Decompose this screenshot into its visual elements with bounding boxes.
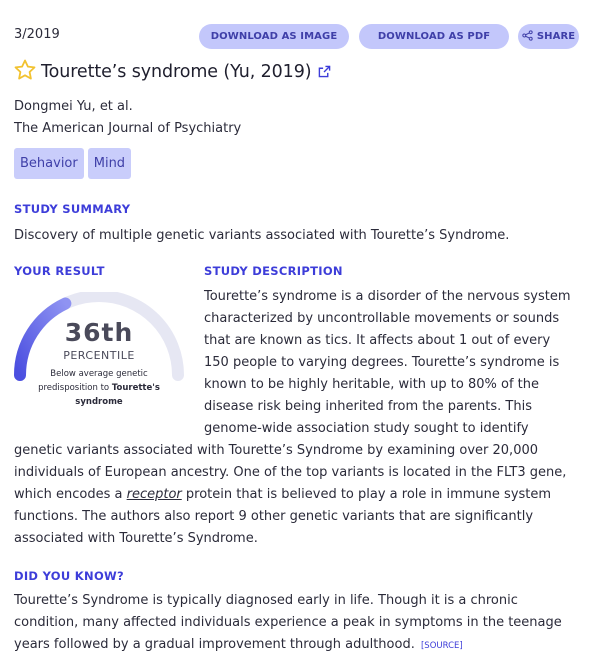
study-journal: The American Journal of Psychiatry xyxy=(14,121,242,136)
description-line: associated with Tourette’s Syndrome. xyxy=(14,531,258,546)
external-link-icon[interactable] xyxy=(311,63,331,82)
your-result-heading: YOUR RESULT xyxy=(14,264,105,278)
description-line: individuals of European ancestry. One of the top variants is located in the FLT3 gene, xyxy=(14,465,567,480)
percentile-label: PERCENTILE xyxy=(63,349,135,362)
tag-behavior[interactable]: Behavior xyxy=(14,148,84,179)
study-title: Tourette’s syndrome (Yu, 2019) xyxy=(41,62,312,82)
description-line xyxy=(14,484,566,506)
study-summary-text: Discovery of multiple genetic variants associated with Tourette’s Syndrome. xyxy=(14,228,510,243)
study-description-full xyxy=(14,440,566,550)
description-line: Tourette’s syndrome is a disorder of the nervous system xyxy=(204,289,571,304)
receptor-link[interactable]: receptor xyxy=(126,487,182,502)
download-image-button[interactable] xyxy=(199,24,349,49)
study-description-right xyxy=(204,286,571,440)
did-you-know-text-end: years followed by a gradual improvement through adulthood. xyxy=(14,637,415,652)
favorite-star-icon[interactable] xyxy=(13,58,41,86)
description-line: that are known as tics. It affects about 1 out of every xyxy=(204,333,551,348)
study-title-row xyxy=(13,59,331,85)
percentile-description-trait: Tourette's syndrome xyxy=(75,383,160,407)
percentile-description xyxy=(26,367,172,409)
description-line: characterized by uncontrollable movements or sounds xyxy=(204,311,560,326)
share-icon xyxy=(522,30,533,44)
study-authors: Dongmei Yu, et al. xyxy=(14,99,133,114)
download-image-label: DOWNLOAD AS IMAGE xyxy=(210,31,338,42)
download-pdf-button[interactable] xyxy=(359,24,509,49)
tag-mind[interactable]: Mind xyxy=(88,148,131,179)
description-text: protein that is believed to play a role in immune system xyxy=(181,487,552,502)
study-summary-heading: STUDY SUMMARY xyxy=(14,202,131,216)
description-line: genetic variants associated with Tourette’s Syndrome by examining over 20,000 xyxy=(14,443,539,458)
study-description-heading: STUDY DESCRIPTION xyxy=(204,264,343,278)
did-you-know-heading: DID YOU KNOW? xyxy=(14,569,124,583)
percentile-description-text: Below average genetic predisposition to xyxy=(38,369,148,393)
description-text: which encodes a xyxy=(14,487,127,502)
share-label: SHARE xyxy=(536,31,576,42)
description-line: functions. The authors also report 9 other genetic variants that are significantly xyxy=(14,509,534,524)
description-line: genome-wide association study sought to identify xyxy=(204,421,529,436)
study-date: 3/2019 xyxy=(14,27,60,42)
percentile-gauge xyxy=(14,292,184,412)
description-line: known to be highly heritable, with up to 80% of the xyxy=(204,377,539,392)
tag-list xyxy=(14,148,131,179)
download-pdf-label: DOWNLOAD AS PDF xyxy=(377,31,491,42)
did-you-know-line: Tourette’s Syndrome is typically diagnosed early in life. Though it is a chronic xyxy=(14,593,518,608)
source-link[interactable]: [SOURCE] xyxy=(420,641,463,651)
description-line: disease risk being inherited from the parents. This xyxy=(204,399,532,414)
share-button[interactable] xyxy=(518,24,579,49)
did-you-know-line: condition, many affected individuals experience a peak in symptoms in the teenage xyxy=(14,615,562,630)
description-line: 150 people to varying degrees. Tourette’s syndrome is xyxy=(204,355,560,370)
did-you-know-line xyxy=(14,634,562,657)
percentile-value: 36th xyxy=(64,318,134,347)
did-you-know-text xyxy=(14,590,562,657)
